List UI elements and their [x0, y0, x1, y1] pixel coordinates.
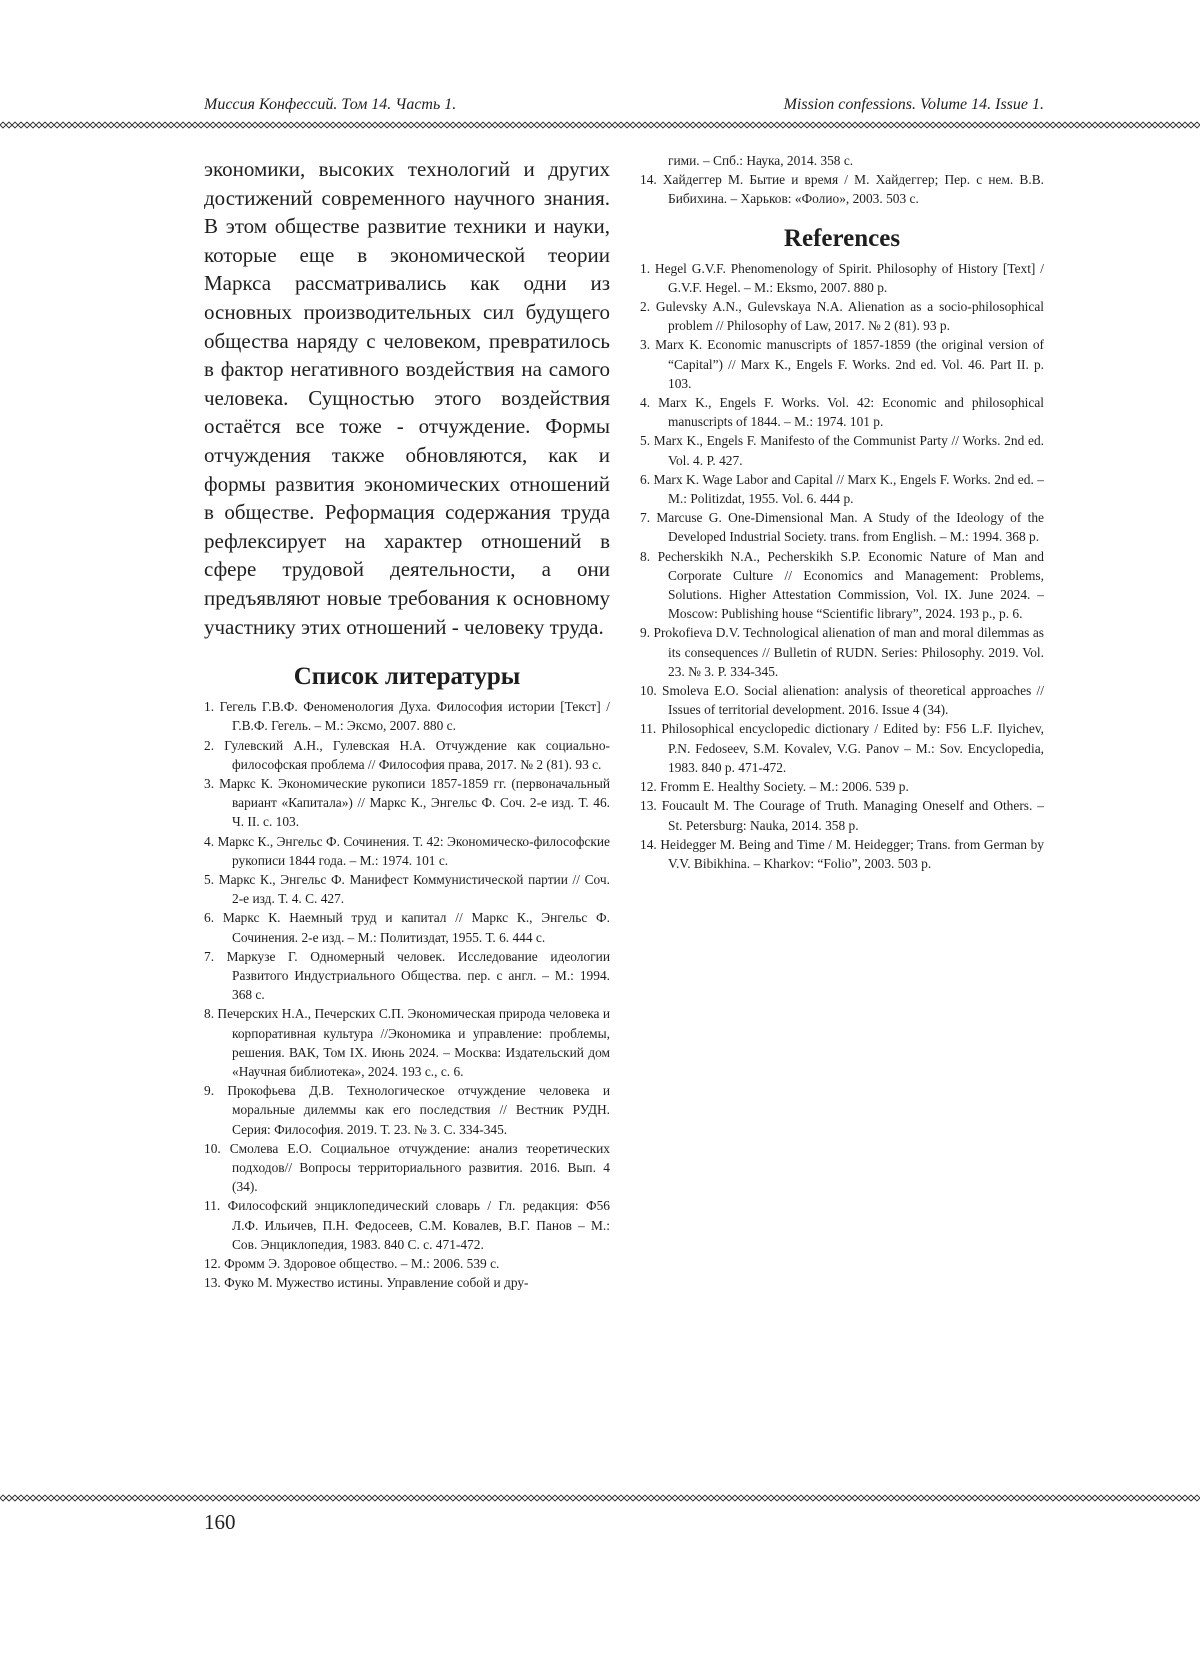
reference-item: 7. Marcuse G. One-Dimensional Man. A Study of the Ideology of the Developed Industrial Society. trans. from English. – M.: 1994. 368 p. [640, 510, 1044, 545]
reference-item: 6. Marx K. Wage Labor and Capital // Marx K., Engels F. Works. 2nd ed. – M.: Politizdat, 1955. Vol. 6. 444 p. [640, 471, 1044, 507]
reference-item: 5. Marx K., Engels F. Manifesto of the Communist Party // Works. 2nd ed. Vol. 4. P. 427. [640, 433, 1044, 468]
running-header [204, 96, 1044, 122]
page-number: 160 [204, 1510, 236, 1534]
literature-item: 2. Гулевский А.Н., Гулевская Н.А. Отчуждение как социально-философская проблема // Философия права, 2017. № 2 (81). 93 с. [204, 737, 610, 772]
reference-item: 12. Fromm E. Healthy Society. – M.: 2006. 539 p. [640, 779, 909, 795]
reference-item: 14. Heidegger M. Being and Time / M. Heidegger; Trans. from German by V.V. Bibikhina. – Kharkov: “Folio”, 2003. 503 p. [640, 836, 1044, 871]
literature-item: 12. Фромм Э. Здоровое общество. – М.: 2006. 539 с. [204, 1255, 500, 1271]
literature-item: 13. Фуко М. Мужество истины. Управление собой и дру- [204, 1275, 529, 1291]
header-journal-ru: Миссия Конфессий. Том 14. Часть 1. [204, 96, 457, 113]
literature-list [204, 697, 610, 1292]
literature-item: 8. Печерских Н.А., Печерских С.П. Экономическая природа человека и корпоративная культура //Экономика и управление: проблемы, решения. ВАК, Том IX. Июнь 2024. – Москва: Издательский дом «Научная библиотека», 2024. 193 с., с. 6. [204, 1006, 610, 1079]
literature-item: 1. Гегель Г.В.Ф. Феноменология Духа. Философия истории [Текст] / Г.В.Ф. Гегель. – М.: Эксмо, 2007. 880 с. [204, 699, 610, 734]
reference-item: 3. Marx K. Economic manuscripts of 1857-1859 (the original version of “Capital”) // Marx K., Engels F. Works. 2nd ed. Vol. 46. Part II. p. 103. [640, 337, 1044, 391]
literature-heading: Список литературы [293, 663, 521, 691]
literature-item: 3. Маркс К. Экономические рукописи 1857-1859 гг. (первоначальный вариант «Капитала») // Маркс К., Энгельс Ф. Соч. 2-е изд. Т. 46. Ч. II. с. 103. [204, 775, 610, 830]
header-journal-en: Mission confessions. Volume 14. Issue 1. [783, 96, 1044, 113]
literature-item: 14. Хайдеггер М. Бытие и время / М. Хайдеггер; Пер. с нем. В.В. Бибихина. – Харьков: «Фолио», 2003. 503 с. [640, 172, 1044, 207]
literature-item-13-continuation: гими. – Спб.: Наука, 2014. 358 с. [668, 153, 854, 168]
literature-item: 9. Прокофьева Д.В. Технологическое отчуждение человека и моральные дилеммы как его последствия // Вестник РУДН. Серия: Философия. 2019. Т. 23. № 3. С. 334-345. [204, 1083, 610, 1137]
reference-item: 13. Foucault M. The Courage of Truth. Managing Oneself and Others. – St. Petersburg: Nauka, 2014. 358 p. [640, 798, 1044, 833]
left-column [204, 155, 610, 1292]
literature-list-continued [640, 170, 1044, 208]
literature-item: 5. Маркс К., Энгельс Ф. Манифест Коммунистической партии // Соч. 2-е изд. Т. 4. С. 427. [204, 871, 610, 907]
literature-item: 7. Маркузе Г. Одномерный человек. Исследование идеологии Развитого Индустриального Общества. пер. с англ. – М.: 1994. 368 с. [204, 948, 610, 1003]
reference-item: 9. Prokofieva D.V. Technological alienation of man and moral dilemmas as its consequences // Bulletin of RUDN. Series: Philosophy. 2019. Vol. 23. № 3. P. 334-345. [640, 625, 1044, 679]
literature-item: 10. Смолева Е.О. Социальное отчуждение: анализ теоретических подходов// Вопросы территориального развития. 2016. Вып. 4 (34). [204, 1140, 610, 1195]
references-heading: References [783, 224, 901, 252]
reference-item: 1. Hegel G.V.F. Phenomenology of Spirit. Philosophy of History [Text] / G.V.F. Hegel. – M.: Eksmo, 2007. 880 p. [640, 260, 1044, 295]
literature-item: 6. Маркс К. Наемный труд и капитал // Маркс К., Энгельс Ф. Сочинения. 2-е изд. – М.: Политиздат, 1955. Т. 6. 444 с. [204, 910, 610, 945]
reference-item: 2. Gulevsky A.N., Gulevskaya N.A. Alienation as a socio-philosophical problem // Philosophy of Law, 2017. № 2 (81). 93 p. [640, 299, 1044, 334]
reference-item: 4. Marx K., Engels F. Works. Vol. 42: Economic and philosophical manuscripts of 1844. – M.: 1974. 101 p. [640, 395, 1044, 430]
bottom-ornament-border [0, 1494, 1200, 1502]
reference-item: 10. Smoleva E.O. Social alienation: analysis of theoretical approaches // Issues of territorial development. 2016. Issue 4 (34). [640, 683, 1044, 718]
reference-item: 11. Philosophical encyclopedic dictionary / Edited by: F56 L.F. Ilyichev, P.N. Fedoseev, S.M. Kovalev, V.G. Panov – M.: Sov. Encyclopedia, 1983. 840 p. 471-472. [640, 721, 1044, 775]
right-column [640, 153, 1044, 873]
top-ornament-border [0, 121, 1200, 129]
literature-item: 11. Философский энциклопедический словарь / Гл. редакция: Ф56 Л.Ф. Ильичев, П.Н. Федосеев, С.М. Ковалев, В.Г. Панов – М.: Сов. Энциклопедия, 1983. 840 С. с. 471-472. [204, 1198, 610, 1252]
references-list [640, 259, 1044, 874]
literature-item: 4. Маркс К., Энгельс Ф. Сочинения. Т. 42: Экономическо-философские рукописи 1844 года. – М.: 1974. 101 с. [204, 833, 610, 868]
reference-item: 8. Pecherskikh N.A., Pecherskikh S.P. Economic Nature of Man and Corporate Culture // Economics and Management: Problems, Solutions. Higher Attestation Commission, Vol. IX. June 2024. – Moscow: Publishing house “Scientific library”, 2024. 193 p., p. 6. [640, 548, 1044, 622]
body-paragraph: экономики, высоких технологий и других достижений современного научного знания. В этом обществе развитие техники и науки, которые еще в экономической теории Маркса рассматривались как одни из основных производительных сил будущего общества наряду с человеком, превратилось в фактор негативного воздействия на самого человека. Сущностью этого воздействия остаётся все тоже - отчуждение. Формы отчуждения также обновляются, как и формы развития экономических отношений в обществе. Реформация содержания труда рефлексирует на характер отношений в сфере трудовой деятельности, а они предъявляют новые требования к основному участнику этих отношений - человеку труда. [204, 157, 610, 639]
